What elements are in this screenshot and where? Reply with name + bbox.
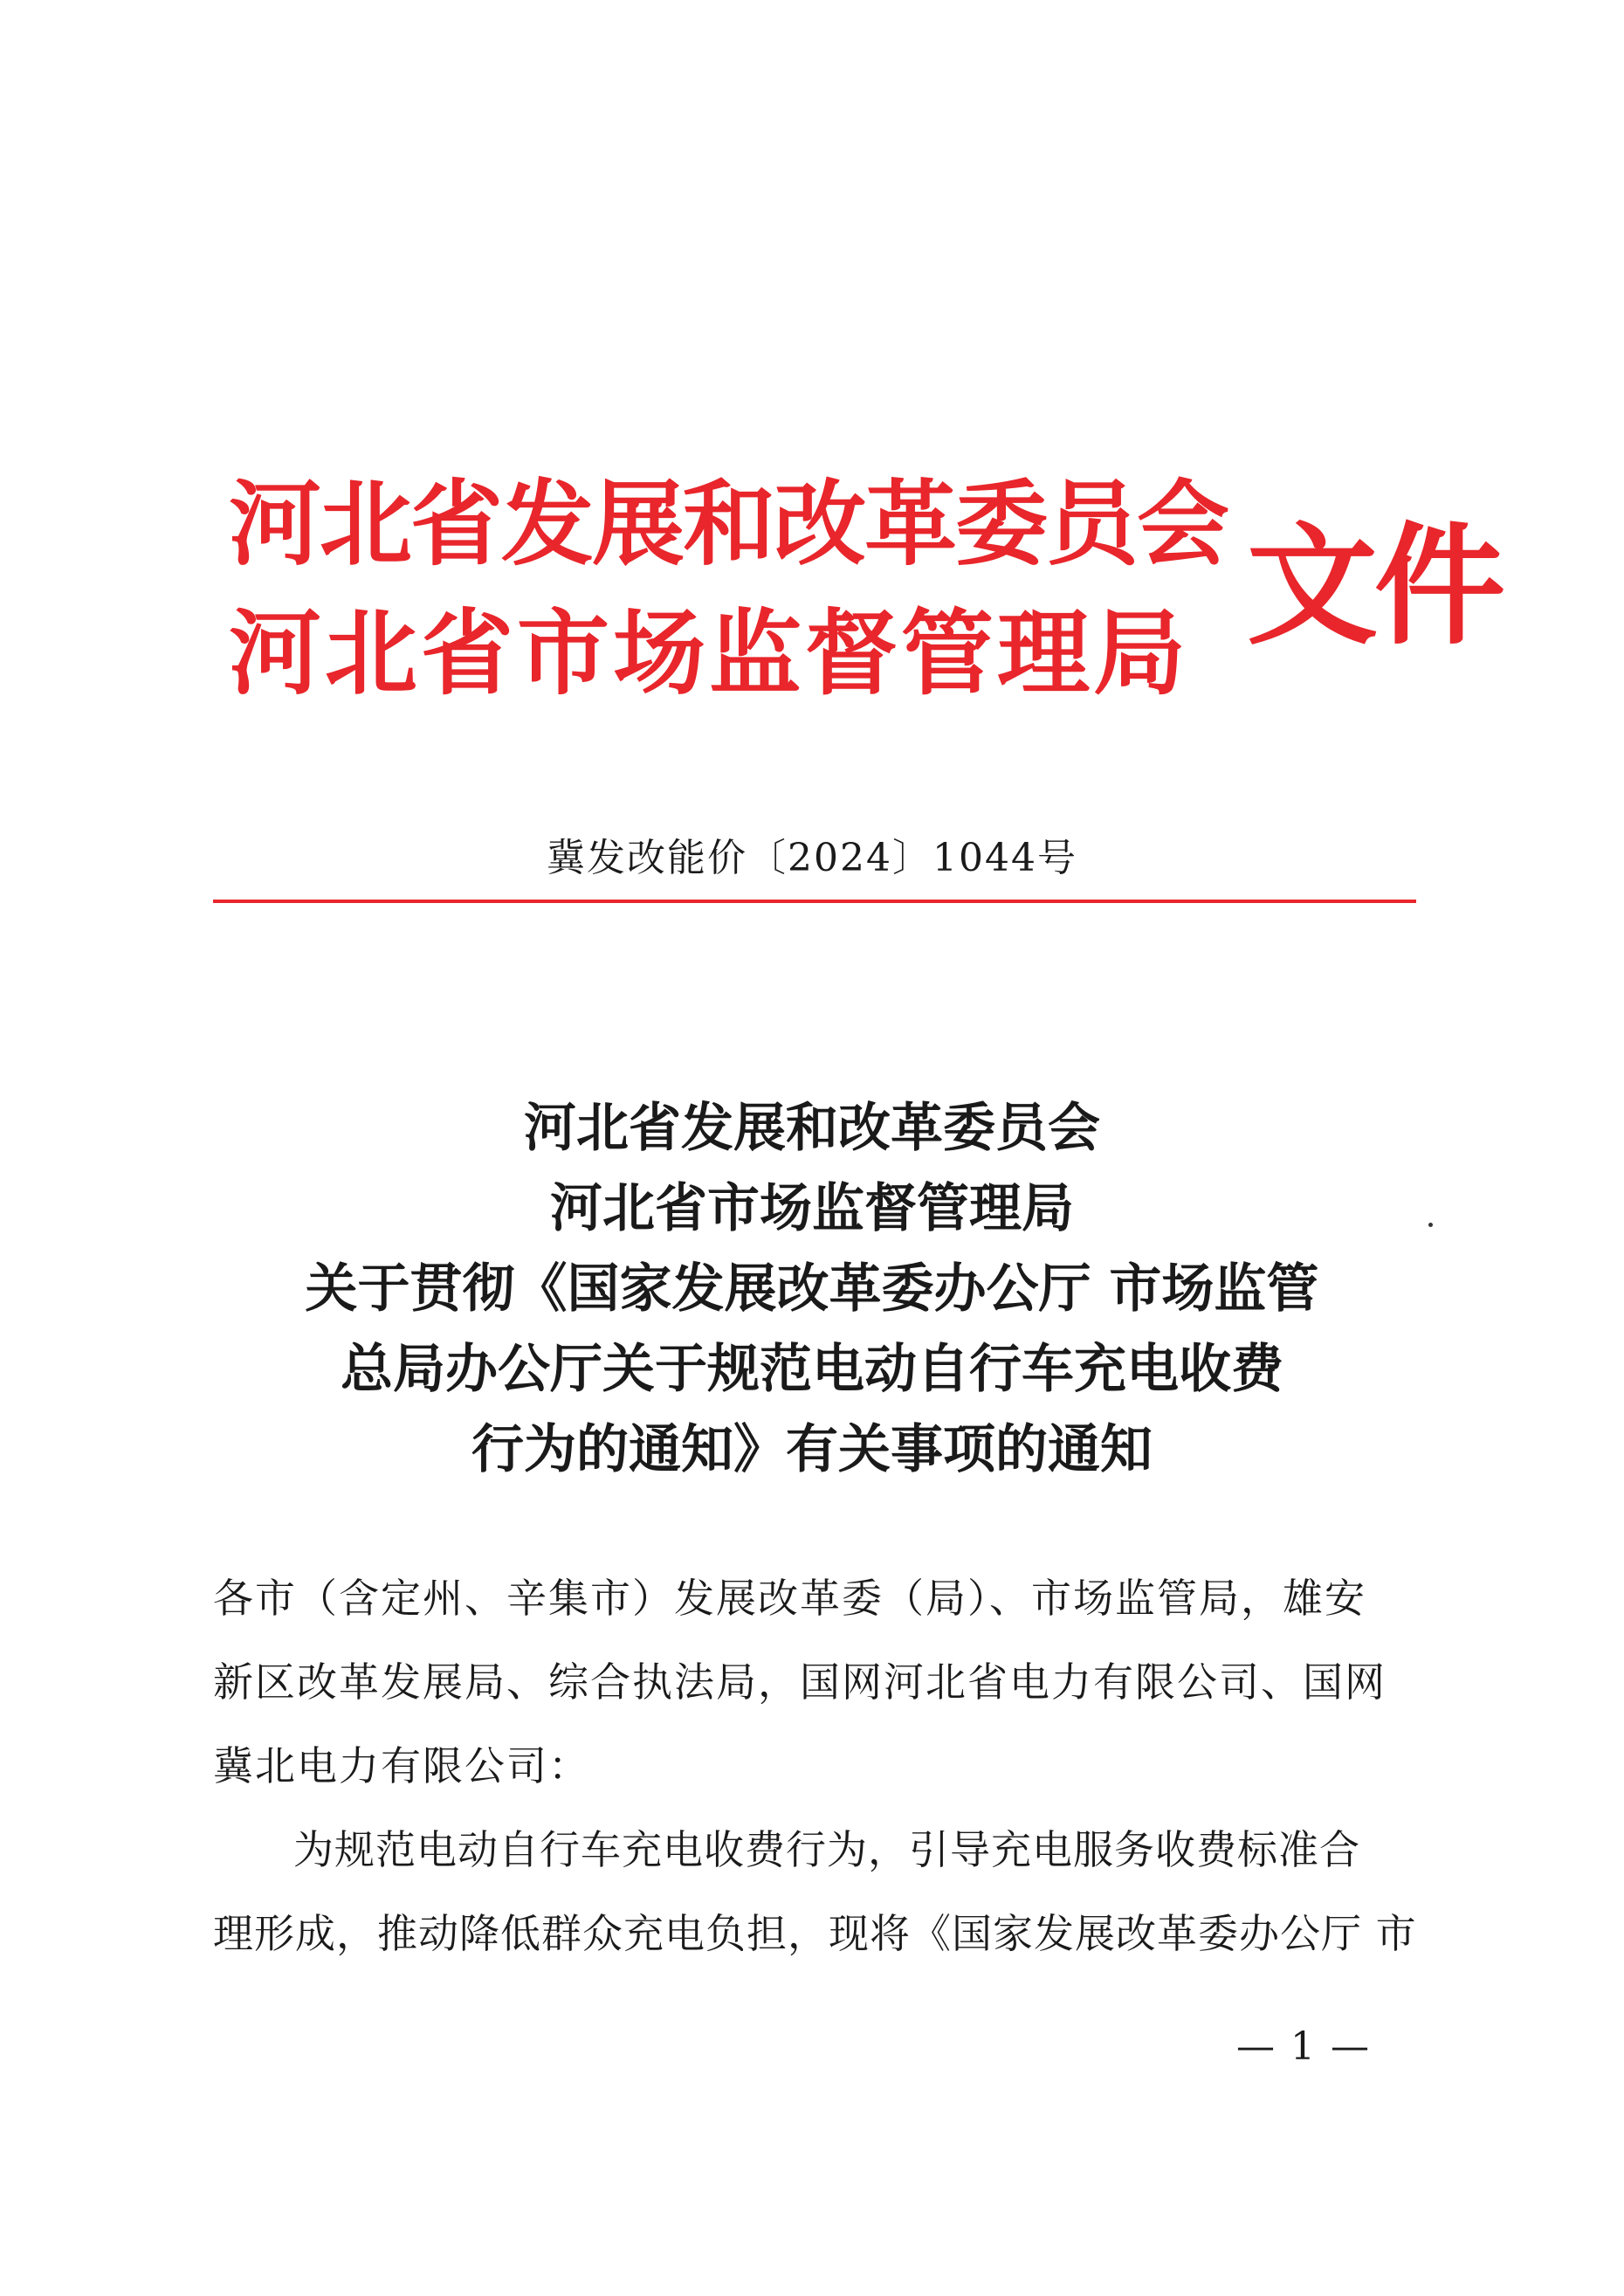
addressee-line-2: 新区改革发展局、综合执法局，国网河北省电力有限公司、国网 — [213, 1658, 1387, 1706]
title-line-2: 河北省市场监督管理局 — [550, 1178, 1074, 1239]
page-number: — 1 — — [1236, 2024, 1371, 2069]
title-line-5: 行为的通知》有关事项的通知 — [471, 1419, 1153, 1480]
title-line-1: 河北省发展和改革委员会 — [524, 1098, 1100, 1159]
addressee-line-1: 各市（含定州、辛集市）发展改革委（局）、市场监管局，雄安 — [213, 1575, 1366, 1622]
masthead-document-label: 文件 — [1247, 509, 1503, 663]
masthead-issuer-2: 河北省市场监督管理局 — [229, 598, 1189, 707]
red-separator-line — [213, 900, 1416, 903]
masthead-issuer-1: 河北省发展和改革委员会 — [229, 469, 1228, 578]
title-line-3: 关于贯彻《国家发展改革委办公厅 市场监管 — [305, 1258, 1319, 1320]
addressee-line-3: 冀北电力有限公司： — [213, 1742, 590, 1789]
title-line-4: 总局办公厅关于规范电动自行车充电收费 — [341, 1339, 1283, 1400]
scan-speck — [1428, 1223, 1433, 1227]
body-paragraph-line-2: 理形成，推动降低群众充电负担，现将《国家发展改革委办公厅 市 — [213, 1910, 1417, 1957]
document-number: 冀发改能价〔2024〕1044号 — [547, 836, 1077, 880]
body-paragraph-line-1: 为规范电动自行车充电收费行为，引导充电服务收费标准合 — [293, 1826, 1360, 1873]
